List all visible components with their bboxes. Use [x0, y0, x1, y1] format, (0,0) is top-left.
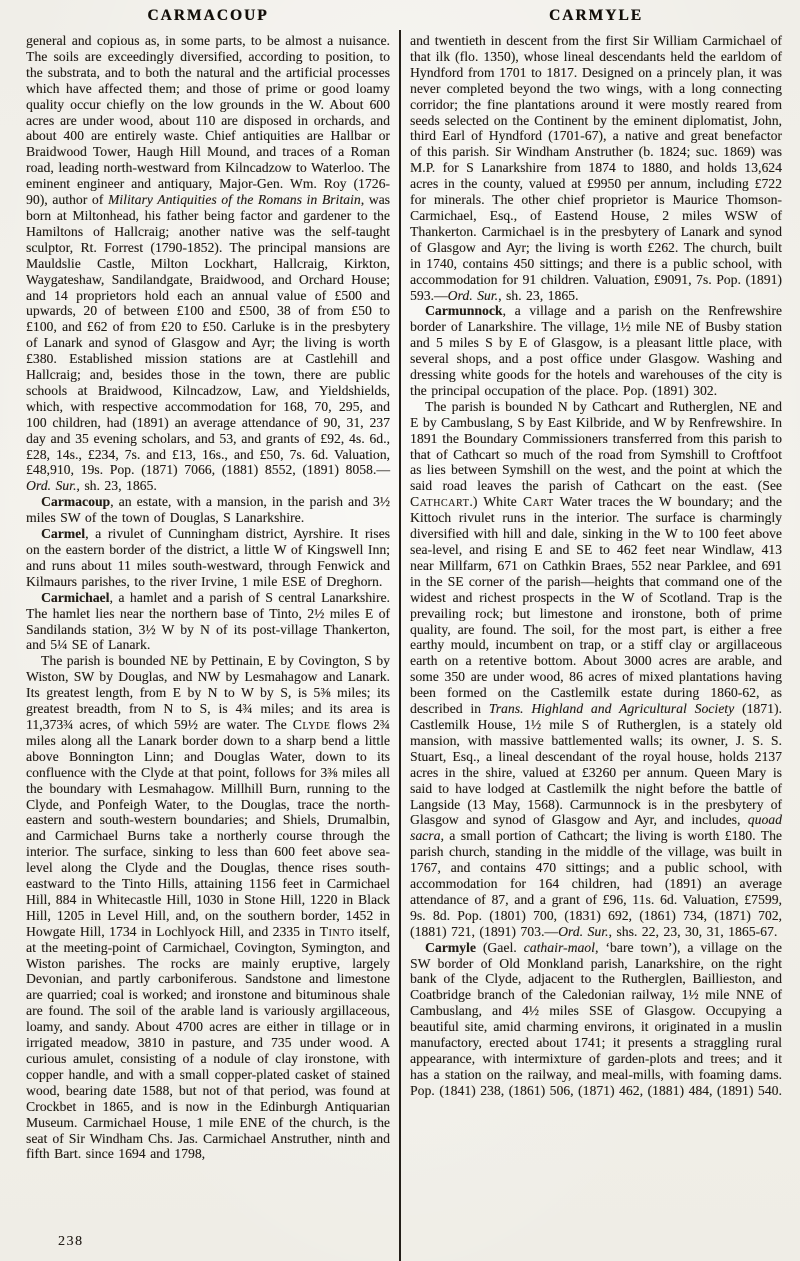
right-column-text — [410, 33, 782, 1099]
body-text: , a rivulet of Cunningham district, Ayrshire. It rises on the eastern border of the district, a little W of Kingswell Inn; and runs about 11 miles south-westward, through Fenwick and Kilmaurs parishes, to the river Irvine, 1 mile ESE of Dreghorn. — [26, 526, 390, 589]
body-text: .) White — [469, 494, 523, 510]
entry-carmunnock-parish — [410, 399, 782, 940]
entry-carmichael — [26, 590, 390, 654]
entry-carluke-continuation — [26, 33, 390, 494]
italic-text: Ord. Sur. — [447, 287, 499, 303]
body-text: , a village and a parish on the Renfrewshire border of Lanarkshire. The village, 1½ mile NE of Busby station and 5 miles S by E of Glasgow, is a pleasant little place, with several shops, and a post office under Glasgow. Washing and dressing white goods for the hotels and warehouses of the city is the principal occupation of the place. Pop. (1891) 302. — [410, 303, 782, 398]
body-text: (Gael. — [475, 939, 524, 955]
entry-carmunnock — [410, 303, 782, 398]
body-text: Water traces the W boundary; and the Kittoch rivulet runs in the interior. The surface is charmingly diversified with hill and dale, sinking in the W to 100 feet above sea-level, and rising E and SE to 462 feet near Windlaw, 413 near Millfarm, 671 on Cathkin Braes, 552 near Parklee, and 691 in the SE corner of the parish—heights that command one of the widest and richest prospects in the W of Scotland. Trap is the prevailing rock; but limestone and ironstone, both of prime quality, are found. The soil, for the most part, is either a free earthy mould, incumbent on trap, or a stiff clay or argillaceous earth on a retentive bottom. About 3000 acres are arable, and some 350 are under wood, 86 acres of mixed plantations having been formed on the Castlemilk estate during 1860-62, as described in — [410, 494, 782, 717]
italic-text: cathair-maol — [523, 939, 595, 955]
left-column-text — [26, 33, 390, 1162]
body-text: , ‘bare town’), a village on the SW border of Old Monkland parish, Lanarkshire, on the right bank of the Clyde, adjacent to the Rutherglen, Baillieston, and Coatbridge branch of the Caledonian railway, 1½ mile NNE of Cambuslang, and 4½ miles SSE of Glasgow. Occupying a beautiful site, amid charming environs, it originated in a muslin manufactory, erected about 1741; it presents a straggling rural appearance, with intermixture of garden-plots and trees; and it has a station on the railway, and meal-mills, with foaming dams. Pop. (1841) 238, (1861) 506, (1871) 462, (1881) 484, (1891) 540. — [410, 939, 782, 1098]
entry-carmacoup — [26, 494, 390, 526]
body-text: , a hamlet and a parish of S central Lanarkshire. The hamlet lies near the northern base of Tinto, 2½ miles E of Sandilands station, 3½ W by N of its post-village Thankerton, and 5¼ SE of Lanark. — [26, 589, 390, 653]
smallcaps-name: Cart — [522, 494, 554, 510]
body-text: (1871). Castlemilk House, 1½ mile S of Rutherglen, is a stately old mansion, with massive battlemented walls; its owner, J. S. S. Stuart, Esq., a lineal descendant of the royal house, holds 2137 acres in the shire, valued at £3260 per annum. Queen Mary is said to have lodged at Castlemilk the night before the battle of Langside (13 May, 1568). Carmunnock is in the presbytery of Glasgow and synod of Glasgow and Ayr, and includes, — [410, 701, 782, 828]
entry-name: Carmichael — [41, 589, 110, 605]
italic-text: quoad sacra — [410, 812, 782, 844]
smallcaps-name: Cathcart — [410, 494, 470, 510]
entry-carmyle — [410, 940, 782, 1099]
column-divider-rule — [399, 30, 401, 1261]
body-text: , shs. 22, 23, 30, 31, 1865-67. — [608, 923, 778, 939]
body-text: , sh. 23, 1865. — [498, 287, 579, 303]
body-text: flows 2¾ miles along all the Lanark border down to a sharp bend a little above Bonnington Linn; and Douglas Water, down to its confluence with the Clyde at that point, follows for 3⅜ miles all the boundary with Lesmahagow. Millhill Burn, running to the Clyde, and Ponfeigh Water, to the Douglas, trace the north-eastern and south-western boundaries; and Shiels, Drumalbin, and Carmichael Burns take a northerly course through the interior. The surface, sinking to less than 600 feet above sea-level along the Clyde and the Douglas, thence rises south-eastward to the Tinto Hills, attaining 1156 feet in Carmichael Hill, 884 in Whitecastle Hill, 1030 in Stone Hill, 1220 in Black Hill, 1205 in Level Hill, and, on the southern border, 1452 in Howgate Hill, 1734 in Lochlyock Hill, and 2335 in — [26, 716, 390, 939]
body-text: The parish is bounded N by Cathcart and Rutherglen, NE and E by Cambuslang, S by East Kilbride, and W by Renfrewshire. In 1891 the Boundary Commissioners transferred from this parish to that of Cathcart so much of the road from Symshill to Croftfoot as lies between Symshill on the west, and the point at which the said road leaves the parish of Cathcart on the east. (See — [410, 398, 782, 494]
entry-name: Carmacoup — [41, 494, 111, 510]
italic-text: Ord. Sur. — [558, 923, 609, 939]
italic-text: Military Antiquities of the Romans in Britain — [107, 192, 361, 208]
entry-carmel — [26, 526, 390, 590]
entry-carmichael-parish — [26, 653, 390, 1162]
body-text: , an estate, with a mansion, in the parish and 3½ miles SW of the town of Douglas, S Lanarkshire. — [26, 494, 390, 526]
running-head-right: CARMYLE — [548, 7, 644, 24]
smallcaps-name: Clyde — [292, 716, 331, 732]
entry-carmichael-continuation — [410, 33, 782, 303]
body-text: , a small portion of Cathcart; the living is worth £180. The parish church, standing in the middle of the village, was built in 1767, and contains 470 sittings; and a public school, with accommodation for 164 children, had (1891) an average attendance of 87, and a grant of £96, 11s. 6d. Valuation, £7599, 9s. 8d. Pop. (1801) 700, (1831) 692, (1861) 734, (1871) 702, (1881) 721, (1891) 703.— — [410, 828, 782, 939]
entry-name: Carmyle — [425, 939, 476, 955]
body-text: and twentieth in descent from the first Sir William Carmichael of that ilk (flo. 1350), whose lineal descendants held the earldom of Hyndford from 1701 to 1817. Designed on a princely plan, it was never completed beyond the two wings, with a long connecting corridor; the fine plantations around it were mostly reared from seeds selected on the Continent by the eminent diplomatist, John, third Earl of Hyndford (1701-67), a native and great benefactor of this parish. Sir Windham Anstruther (b. 1824; suc. 1869) was M.P. for S Lanarkshire from 1874 to 1880, and holds 13,624 acres in the county, valued at £9950 per annum, including £722 for minerals. The other chief proprietor is Maurice Thomson-Carmichael, Esq., of Eastend House, 2 miles WSW of Thankerton. Carmichael is in the presbytery of Lanark and synod of Glasgow and Ayr; the living is worth £262. The church, built in 1740, contains 450 sittings; and there is a public school, with accommodation for 91 children. Valuation, £9091, 7s. Pop. (1891) 593.— — [410, 33, 782, 303]
italic-text: Trans. Highland and Agricultural Society — [488, 701, 735, 717]
smallcaps-name: Tinto — [319, 923, 355, 939]
running-head-left: CARMACOUP — [147, 7, 269, 24]
body-text: itself, at the meeting-point of Carmichael, Covington, Symington, and Wiston parishes. The rocks are mainly eruptive, largely Devonian, and partly carboniferous. Sandstone and limestone are quarried; coal is worked; and ironstone and bituminous shale are found. The soil of the arable land is variously argillaceous, loamy, and sandy. About 4700 acres are either in tillage or in irrigated meadow, 3810 in pasture, and 735 under wood. A curious amulet, consisting of a nodule of clay ironstone, with copper handle, and with a small copper-plated casket of stained wood, bearing date 1588, but not of that period, was found at Crockbet in 1865, and is now in the Edinburgh Antiquarian Museum. Carmichael House, 1 mile ENE of the church, is the seat of Sir Windham Chs. Jas. Carmichael Anstruther, ninth and fifth Bart. since 1694 and 1798, — [26, 923, 390, 1162]
italic-text: Ord. Sur. — [26, 478, 77, 494]
body-text: , was born at Miltonhead, his father being factor and gardener to the Hamiltons of Hallcraig; another native was the self-taught sculptor, Rt. Forrest (1790-1852). The principal mansions are Mauldslie Castle, Milton Lockhart, Hallcraig, Kirkton, Waygateshaw, Sandilandgate, Braidwood, and Orchard House; and 14 proprietors hold each an annual value of £500 and upwards, 20 of between £100 and £500, 38 of from £50 to £100, and £62 of from £20 to £50. Carluke is in the presbytery of Lanark and synod of Glasgow and Ayr; the living is worth £380. Established mission stations are at Castlehill and Hallcraig; and, besides those in the town, there are public schools at Braidwood, Kilncadzow, Law, and Yieldshields, which, with respective accommodation for 168, 70, 295, and 100 children, had (1891) an average attendance of 90, 31, 237 day and 35 evening scholars, and 53, and grants of £92, 4s. 6d., £28, 14s., £234, 7s. and £13, 16s., and £50, 7s. 6d. Valuation, £48,910, 19s. Pop. (1871) 7066, (1881) 8552, (1891) 8058.— — [26, 192, 391, 478]
entry-name: Carmel — [41, 526, 86, 542]
body-text: general and copious as, in some parts, to be almost a nuisance. The soils are exceedingly diversified, according to position, to the substrata, and to both the natural and the artificial processes which have affected them; and those of prime or good loamy quality occur chiefly on the low grounds in the W. About 600 acres are under wood, about 110 are disposed in orchards, and about 400 are entirely waste. Chief antiquities are Hallbar or Braidwood Tower, Haugh Hill Mound, and traces of a Roman road, leading north-westward from Kilncadzow to Waterloo. The eminent engineer and antiquary, Major-Gen. Wm. Roy (1726-90), author of — [26, 33, 390, 208]
page-number: 238 — [58, 1234, 84, 1249]
body-text: , sh. 23, 1865. — [76, 478, 157, 494]
entry-name: Carmunnock — [425, 303, 503, 319]
body-text: The parish is bounded NE by Pettinain, E by Covington, S by Wiston, SW by Douglas, and NW by Lesmahagow and Lanark. Its greatest length, from E by N to W by S, is 5⅜ miles; its greatest breadth, from N to S, is 4¾ miles; and its area is 11,373¾ acres, of which 59½ are water. The — [26, 653, 390, 732]
